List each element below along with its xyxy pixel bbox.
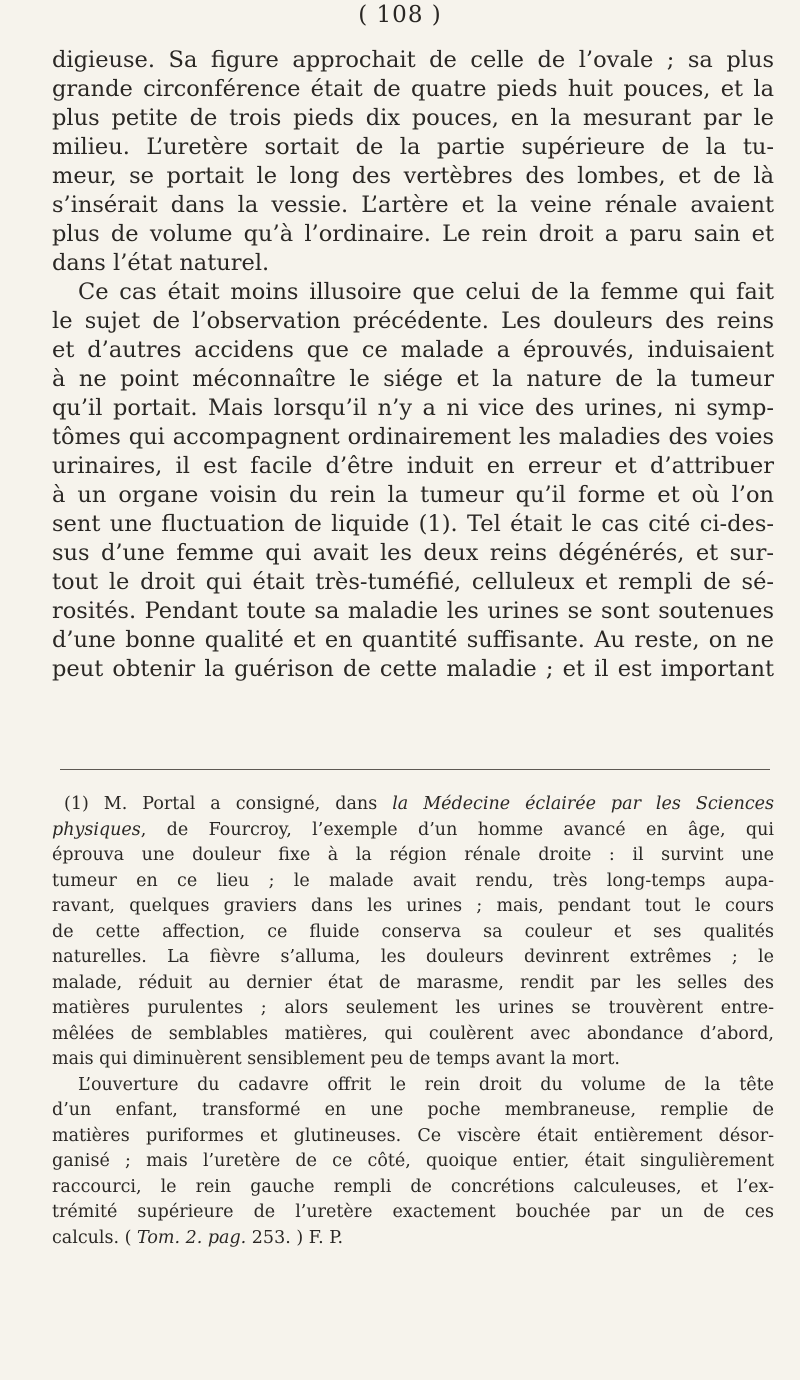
footnote-text: , de Fourcroy, l’exemple d’un homme avancé en âge, qui bbox=[140, 819, 774, 840]
footnote-line: éprouva une douleur fixe à la région rénale droite : il survint une bbox=[52, 845, 774, 865]
text-line: peut obtenir la guérison de cette maladie ; et il est important bbox=[52, 656, 774, 682]
text-line: sus d’une femme qui avait les deux reins dégénérés, et sur- bbox=[52, 540, 774, 566]
main-text bbox=[52, 46, 774, 684]
text-line: milieu. L’uretère sortait de la partie supérieure de la tu- bbox=[52, 134, 774, 160]
text-line: digieuse. Sa figure approchait de celle de l’ovale ; sa plus bbox=[52, 47, 774, 73]
text-line: à ne point méconnaître le siége et la nature de la tumeur bbox=[52, 366, 774, 392]
footnote-line: ravant, quelques graviers dans les urines ; mais, pendant tout le cours bbox=[52, 896, 774, 916]
footnote-line: raccourci, le rein gauche rempli de concrétions calculeuses, et l’ex- bbox=[52, 1176, 774, 1197]
text-line: sent une fluctuation de liquide (1). Tel était le cas cité ci-des- bbox=[52, 511, 774, 537]
footnote-title: physiques bbox=[52, 819, 141, 840]
text-line: d’une bonne qualité et en quantité suffisante. Au reste, on ne bbox=[52, 627, 774, 653]
text-line: tout le droit qui était très-tuméfié, celluleux et rempli de sé- bbox=[52, 569, 774, 595]
footnote-line: malade, réduit au dernier état de marasme, rendit par les selles des bbox=[52, 972, 774, 993]
text-line: et d’autres accidens que ce malade a éprouvés, induisaient bbox=[52, 337, 774, 363]
text-line: plus de volume qu’à l’ordinaire. Le rein droit a paru sain et bbox=[52, 221, 774, 247]
text-line: dans l’état naturel. bbox=[52, 250, 270, 276]
text-line: à un organe voisin du rein la tumeur qu’il forme et où l’on bbox=[52, 482, 774, 508]
footnote-line: matières puriformes et glutineuses. Ce viscère était entièrement désor- bbox=[52, 1125, 774, 1146]
text-line: le sujet de l’observation précédente. Les douleurs des reins bbox=[52, 308, 774, 334]
footnote-line bbox=[52, 1226, 774, 1252]
text-line: Ce cas était moins illusoire que celui de la femme qui fait bbox=[78, 279, 774, 305]
footnote-line: ganisé ; mais l’uretère de ce côté, quoique entier, était singulièrement bbox=[52, 1151, 774, 1171]
text-line: rosités. Pendant toute sa maladie les urines se sont soutenues bbox=[52, 598, 774, 624]
footnote-line bbox=[52, 792, 774, 818]
footnote-reference: Tom. 2. pag. bbox=[137, 1227, 247, 1248]
text-line: urinaires, il est facile d’être induit en erreur et d’attribuer bbox=[52, 453, 774, 479]
footnote-line: L’ouverture du cadavre offrit le rein droit du volume de la tête bbox=[78, 1074, 774, 1095]
footnote-title: la Médecine éclairée par les Sciences bbox=[392, 794, 775, 814]
footnote-line: de cette affection, ce fluide conserva sa couleur et ses qualités bbox=[52, 921, 774, 942]
text-line: grande circonférence était de quatre pieds huit pouces, et la bbox=[52, 76, 774, 102]
footnote-text: 253. ) F. P. bbox=[246, 1227, 344, 1248]
text-line: meur, se portait le long des vertèbres des lombes, et de là bbox=[52, 163, 774, 189]
footnote-line: trémité supérieure de l’uretère exactement bouchée par un de ces bbox=[52, 1202, 774, 1222]
footnote-rule bbox=[60, 769, 770, 770]
footnote-line: d’un enfant, transformé en une poche membraneuse, remplie de bbox=[52, 1100, 774, 1120]
footnote-text: calculs. ( bbox=[52, 1227, 137, 1248]
page-number: ( 108 ) bbox=[358, 2, 442, 28]
text-line: plus petite de trois pieds dix pouces, en la mesurant par le bbox=[52, 105, 774, 131]
text-line: qu’il portait. Mais lorsqu’il n’y a ni vice des urines, ni symp- bbox=[52, 395, 774, 421]
footnote-line: mêlées de semblables matières, qui coulèrent avec abondance d’abord, bbox=[52, 1023, 774, 1044]
footnote-line: tumeur en ce lieu ; le malade avait rendu, très long-temps aupa- bbox=[52, 870, 774, 891]
footnote-text: (1) M. Portal a consigné, dans bbox=[64, 794, 393, 814]
footnote-line: mais qui diminuèrent sensiblement peu de temps avant la mort. bbox=[52, 1049, 620, 1069]
footnote bbox=[52, 792, 774, 1251]
text-line: s’insérait dans la vessie. L’artère et la veine rénale avaient bbox=[52, 192, 774, 218]
footnote-line: naturelles. La fièvre s’alluma, les douleurs devinrent extrêmes ; le bbox=[52, 947, 774, 967]
footnote-line bbox=[52, 818, 774, 844]
text-line: tômes qui accompagnent ordinairement les maladies des voies bbox=[52, 424, 774, 450]
footnote-line: matières purulentes ; alors seulement les urines se trouvèrent entre- bbox=[52, 998, 774, 1018]
